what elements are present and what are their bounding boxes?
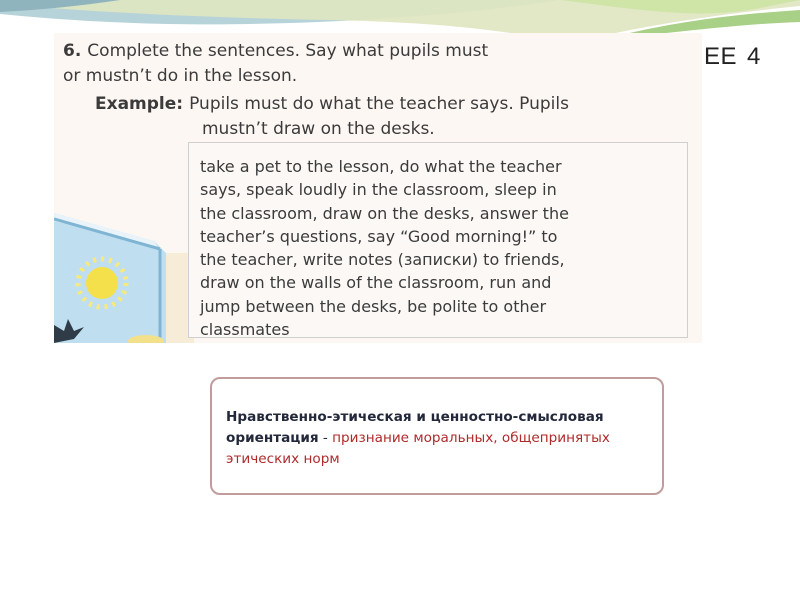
classroom-window-illustration xyxy=(54,213,194,343)
word-list-box: take a pet to the lesson, do what the teacher says, speak loudly in the classroom, sleep in the classroom, draw on the desks, answer the teacher’s questions, say “Good morning!” to the teacher, write notes (записки) to friends, draw on the walls of the classroom, run and jump between the desks, be polite to other classmates xyxy=(188,142,688,338)
exercise-example xyxy=(95,92,695,142)
exercise-instruction-text: Complete the sentences. Say what pupils must or mustn’t do in the lesson. xyxy=(63,41,489,86)
exercise-number: 6. xyxy=(63,41,82,61)
exercise-instruction xyxy=(63,39,623,89)
competence-note-box xyxy=(210,377,664,495)
textbook-exercise-image xyxy=(54,33,702,343)
example-line-2: mustn’t draw on the desks. xyxy=(202,119,435,139)
competence-tag xyxy=(704,43,761,71)
competence-tag-number: 4 xyxy=(747,43,761,70)
note-highlight-text: признание моральных, общепринятых этических норм xyxy=(226,430,610,467)
competence-tag-label: EE xyxy=(704,43,738,70)
example-line-1: Pupils must do what the teacher says. Pupils xyxy=(189,94,569,114)
example-label: Example: xyxy=(95,94,184,114)
note-separator: - xyxy=(318,430,333,446)
note-bold-text: Нравственно-этическая и ценностно-смысловая ориентация xyxy=(226,409,604,446)
